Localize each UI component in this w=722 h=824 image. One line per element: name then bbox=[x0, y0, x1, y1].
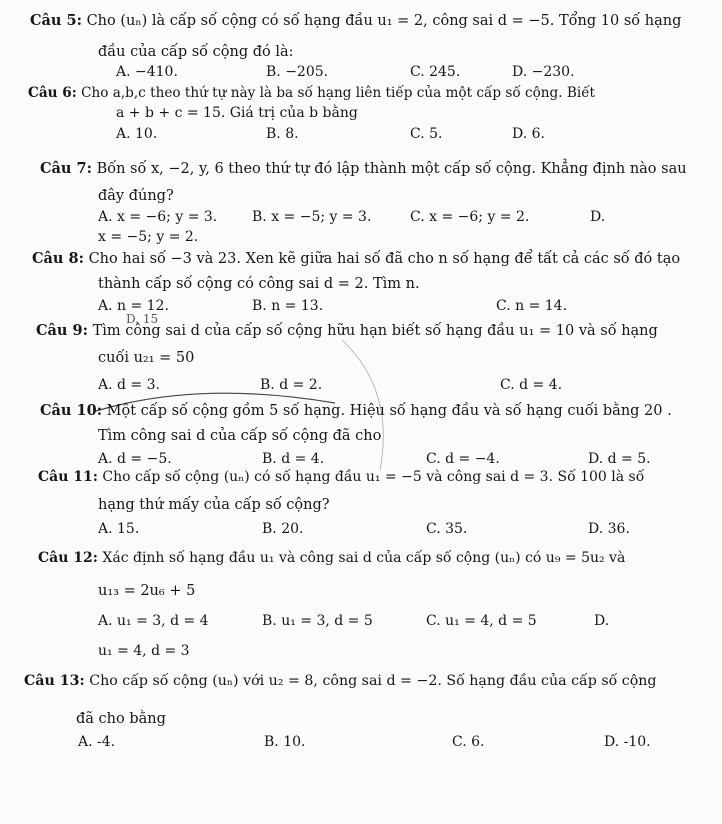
question-text: Cho hai số −3 và 23. Xen kẽ giữa hai số đã cho n số hạng để tất cả các số đó tạo bbox=[88, 251, 681, 267]
option-c: C. 5. bbox=[410, 126, 443, 142]
question-text: Cho cấp số cộng (uₙ) với u₂ = 8, công sai d = −2. Số hạng đầu của cấp số cộng bbox=[89, 673, 657, 689]
option-a: A. 15. bbox=[98, 521, 140, 537]
option-a: A. -4. bbox=[78, 734, 116, 750]
option-a: A. n = 12. bbox=[98, 298, 169, 314]
option-b: B. n = 13. bbox=[252, 298, 324, 314]
option-a: A. 10. bbox=[116, 126, 158, 142]
option-d: D. bbox=[590, 209, 606, 225]
question-text-cont: a + b + c = 15. Giá trị của b bằng bbox=[116, 105, 358, 121]
question-label: Câu 10: bbox=[40, 402, 103, 419]
option-b: B. 20. bbox=[262, 521, 304, 537]
question-11 bbox=[38, 468, 644, 486]
option-c: C. x = −6; y = 2. bbox=[410, 209, 530, 225]
option-c: C. 245. bbox=[410, 64, 461, 80]
question-text: Cho a,b,c theo thứ tự này là ba số hạng liên tiếp của một cấp số cộng. Biết bbox=[81, 85, 596, 101]
question-13 bbox=[24, 672, 657, 690]
option-d: D. −230. bbox=[512, 64, 575, 80]
option-a: A. d = 3. bbox=[98, 377, 160, 393]
question-text-cont: đây đúng? bbox=[98, 188, 174, 204]
question-text: Cho cấp số cộng (uₙ) có số hạng đầu u₁ = −5 và công sai d = 3. Số 100 là số bbox=[102, 469, 645, 485]
question-text-cont: đầu của cấp số cộng đó là: bbox=[98, 44, 294, 60]
option-a: A. u₁ = 3, d = 4 bbox=[98, 613, 209, 629]
question-label: Câu 7: bbox=[40, 160, 92, 177]
option-d: D. 36. bbox=[588, 521, 630, 537]
option-c: C. 6. bbox=[452, 734, 485, 750]
option-c: C. n = 14. bbox=[496, 298, 568, 314]
question-label: Câu 9: bbox=[36, 322, 88, 339]
option-b: B. d = 2. bbox=[260, 377, 323, 393]
question-text-cont: thành cấp số cộng có công sai d = 2. Tìm n. bbox=[98, 276, 420, 292]
question-text-cont: hạng thứ mấy của cấp số cộng? bbox=[98, 497, 330, 513]
option-d: D. d = 5. bbox=[588, 451, 651, 467]
option-d-value: u₁ = 4, d = 3 bbox=[98, 643, 190, 659]
stray-handwriting: D. 15 bbox=[126, 312, 159, 326]
option-b: B. u₁ = 3, d = 5 bbox=[262, 613, 373, 629]
question-text-cont: đã cho bằng bbox=[76, 711, 166, 727]
option-c: C. u₁ = 4, d = 5 bbox=[426, 613, 537, 629]
option-a: A. d = −5. bbox=[98, 451, 172, 467]
option-d: D. bbox=[594, 613, 610, 629]
question-text: Xác định số hạng đầu u₁ và công sai d của cấp số cộng (uₙ) có u₉ = 5u₂ và bbox=[102, 550, 626, 566]
question-text-cont: u₁₃ = 2u₆ + 5 bbox=[98, 583, 196, 599]
option-c: C. d = −4. bbox=[426, 451, 500, 467]
option-d-value: x = −5; y = 2. bbox=[98, 229, 199, 245]
question-text: Tìm công sai d của cấp số cộng hữu hạn biết số hạng đầu u₁ = 10 và số hạng bbox=[92, 323, 658, 339]
option-b: B. d = 4. bbox=[262, 451, 325, 467]
question-10 bbox=[40, 402, 672, 420]
option-d: D. 6. bbox=[512, 126, 545, 142]
question-label: Câu 5: bbox=[30, 12, 82, 29]
question-text-cont: cuối u₂₁ = 50 bbox=[98, 350, 195, 366]
question-text: Một cấp số cộng gồm 5 số hạng. Hiệu số hạng đầu và số hạng cuối bằng 20 . bbox=[106, 403, 672, 419]
option-c: C. 35. bbox=[426, 521, 468, 537]
option-c: C. d = 4. bbox=[500, 377, 563, 393]
question-text-cont: Tìm công sai d của cấp số cộng đã cho bbox=[98, 428, 382, 444]
option-b: B. 10. bbox=[264, 734, 306, 750]
question-label: Câu 11: bbox=[38, 469, 98, 485]
option-b: B. 8. bbox=[266, 126, 299, 142]
question-label: Câu 8: bbox=[32, 250, 84, 267]
question-label: Câu 6: bbox=[28, 85, 77, 101]
option-a: A. x = −6; y = 3. bbox=[98, 209, 218, 225]
question-text: Bốn số x, −2, y, 6 theo thứ tự đó lập thành một cấp số cộng. Khẳng định nào sau bbox=[96, 161, 687, 177]
question-12 bbox=[38, 549, 625, 567]
question-label: Câu 12: bbox=[38, 550, 98, 566]
question-label: Câu 13: bbox=[24, 673, 85, 689]
question-text: Cho (uₙ) là cấp số cộng có số hạng đầu u₁ = 2, công sai d = −5. Tổng 10 số hạng bbox=[86, 13, 682, 29]
option-d: D. -10. bbox=[604, 734, 651, 750]
option-b: B. −205. bbox=[266, 64, 329, 80]
option-a: A. −410. bbox=[116, 64, 178, 80]
option-b: B. x = −5; y = 3. bbox=[252, 209, 372, 225]
